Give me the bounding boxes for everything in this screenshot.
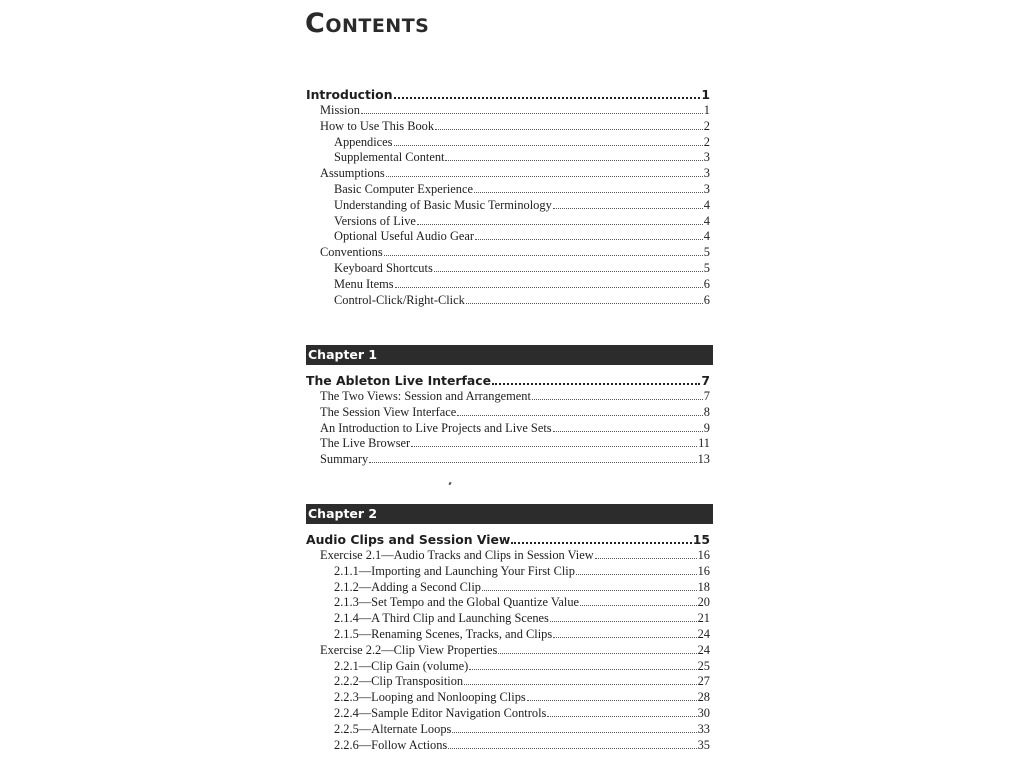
- dot-leader: [394, 88, 701, 99]
- toc-entry-page: 1: [703, 103, 710, 117]
- toc-entry-label: 2.2.6—Follow Actions: [334, 737, 448, 752]
- toc-entry-label: 2.2.4—Sample Editor Navigation Controls: [334, 705, 547, 720]
- toc-entry-page: 1: [701, 87, 710, 102]
- toc-entry: [306, 214, 710, 230]
- toc-entry-label: Keyboard Shortcuts: [334, 260, 433, 275]
- toc-entry-page: 6: [703, 276, 710, 291]
- toc-entry-page: 7: [701, 373, 710, 388]
- toc-entry: [306, 150, 710, 166]
- toc-entry-label: Audio Clips and Session View: [306, 532, 511, 547]
- toc-entry-page: 6: [703, 292, 710, 307]
- toc-entry-label: 2.2.1—Clip Gain (volume): [334, 658, 469, 673]
- dot-leader: [448, 739, 696, 749]
- dot-leader: [511, 533, 691, 544]
- dot-leader: [595, 549, 697, 559]
- toc-entry-label: The Session View Interface: [320, 404, 457, 419]
- toc-entry-page: 25: [697, 658, 710, 673]
- toc-entry-page: 21: [697, 611, 710, 626]
- toc-entry: [306, 405, 710, 421]
- toc-entry-label: The Ableton Live Interface: [306, 373, 491, 388]
- toc-heading: [306, 531, 710, 548]
- toc-entry-label: Control-Click/Right-Click: [334, 292, 465, 307]
- dot-leader: [395, 278, 703, 288]
- toc-entry-label: An Introduction to Live Projects and Live Sets: [320, 420, 552, 435]
- toc-entry: [306, 389, 710, 405]
- dot-leader: [435, 120, 703, 130]
- toc-entry-page: 4: [703, 197, 710, 212]
- toc-entry-label: Supplemental Content: [334, 150, 445, 165]
- toc-heading: [306, 86, 710, 103]
- toc-section-introduction: [306, 86, 710, 308]
- toc-entry: [306, 421, 710, 437]
- toc-entry: [306, 580, 710, 596]
- toc-entry-label: 2.2.2—Clip Transposition: [334, 674, 464, 689]
- dot-leader: [498, 644, 696, 654]
- toc-entry: [306, 690, 710, 706]
- toc-entry-page: 24: [697, 642, 710, 657]
- toc-entry-page: 18: [697, 579, 710, 594]
- toc-entry-page: 13: [697, 452, 710, 467]
- chapter-2-header: Chapter 2: [306, 504, 713, 524]
- toc-entry: [306, 627, 710, 643]
- toc-entry: [306, 706, 710, 722]
- dot-leader: [553, 628, 696, 638]
- toc-entry: [306, 564, 710, 580]
- toc-entry-page: 20: [697, 595, 710, 610]
- dot-leader: [361, 104, 703, 114]
- toc-entry-label: Assumptions: [320, 166, 385, 181]
- toc-entry-label: How to Use This Book: [320, 118, 435, 133]
- toc-entry-label: Mission: [320, 103, 360, 117]
- dot-leader: [434, 262, 703, 272]
- toc-entry-page: 8: [703, 404, 710, 419]
- dot-leader: [492, 374, 700, 385]
- toc-entry: [306, 595, 710, 611]
- toc-entry-page: 7: [703, 389, 710, 403]
- toc-entry-page: 27: [697, 674, 710, 689]
- dot-leader: [547, 707, 696, 717]
- toc-entry: [306, 548, 710, 564]
- toc-entry-page: 15: [692, 532, 710, 547]
- toc-entry-label: Introduction: [306, 87, 393, 102]
- toc-heading: [306, 372, 710, 389]
- toc-entry: [306, 452, 710, 468]
- dot-leader: [553, 199, 703, 209]
- dot-leader: [411, 437, 697, 447]
- toc-entry: [306, 293, 710, 309]
- chapter-1-header: Chapter 1: [306, 345, 713, 365]
- dot-leader: [369, 453, 696, 463]
- toc-entry: [306, 261, 710, 277]
- toc-entry-page: 4: [703, 213, 710, 228]
- toc-entry-label: Conventions: [320, 245, 383, 260]
- toc-entry-label: 2.2.3—Looping and Nonlooping Clips: [334, 690, 526, 705]
- toc-entry-label: Understanding of Basic Music Terminology: [334, 197, 552, 212]
- dot-leader: [386, 167, 703, 177]
- dot-leader: [384, 246, 703, 256]
- toc-entry: [306, 611, 710, 627]
- toc-entry-label: Appendices: [334, 134, 393, 149]
- toc-entry-label: Exercise 2.1—Audio Tracks and Clips in Session View: [320, 548, 594, 562]
- toc-entry: [306, 277, 710, 293]
- dot-leader: [469, 660, 696, 670]
- toc-entry-label: Versions of Live: [334, 213, 416, 228]
- toc-entry: [306, 103, 710, 119]
- toc-entry-label: The Live Browser: [320, 436, 411, 451]
- toc-entry: [306, 182, 710, 198]
- dot-leader: [576, 565, 697, 575]
- toc-entry-page: 16: [697, 563, 710, 578]
- dot-leader: [445, 151, 702, 161]
- toc-entry-page: 11: [698, 436, 710, 451]
- toc-entry-label: The Two Views: Session and Arrangement: [320, 389, 531, 403]
- dot-leader: [527, 691, 697, 701]
- toc-entry-page: 30: [697, 705, 710, 720]
- toc-entry-page: 3: [703, 150, 710, 165]
- toc-entry: [306, 659, 710, 675]
- toc-section-chapter-2: [306, 531, 710, 753]
- dot-leader: [464, 675, 697, 685]
- toc-entry-label: Exercise 2.2—Clip View Properties: [320, 642, 498, 657]
- toc-entry: [306, 722, 710, 738]
- toc-entry-label: 2.1.2—Adding a Second Clip: [334, 579, 481, 594]
- dot-leader: [452, 723, 696, 733]
- toc-entry: [306, 198, 710, 214]
- toc-entry-page: 28: [697, 690, 710, 705]
- toc-entry-label: 2.1.1—Importing and Launching Your First Clip: [334, 563, 575, 578]
- toc-entry: [306, 674, 710, 690]
- toc-entry-page: 2: [703, 118, 710, 133]
- toc-entry: [306, 119, 710, 135]
- toc-entry-page: 4: [703, 229, 710, 244]
- toc-entry-page: 5: [703, 260, 710, 275]
- dot-leader: [553, 422, 703, 432]
- toc-entry-page: 24: [697, 626, 710, 641]
- dot-leader: [417, 215, 703, 225]
- dot-leader: [550, 612, 697, 622]
- dot-leader: [474, 183, 703, 193]
- toc-entry: [306, 166, 710, 182]
- toc-entry-label: Summary: [320, 452, 369, 467]
- toc-entry-page: 3: [703, 166, 710, 181]
- toc-entry-page: 35: [697, 737, 710, 752]
- dot-leader: [475, 230, 703, 240]
- toc-entry: [306, 135, 710, 151]
- toc-entry: [306, 643, 710, 659]
- toc-entry-label: 2.1.3—Set Tempo and the Global Quantize Value: [334, 595, 580, 610]
- dot-leader: [482, 581, 697, 591]
- toc-entry-page: 5: [703, 245, 710, 260]
- toc-entry-page: 9: [703, 420, 710, 435]
- toc-entry: [306, 738, 710, 754]
- toc-entry: [306, 436, 710, 452]
- stray-mark: [448, 482, 451, 486]
- toc-entry-page: 3: [703, 181, 710, 196]
- page-title: Contents: [305, 8, 430, 39]
- dot-leader: [532, 390, 703, 400]
- dot-leader: [457, 406, 702, 416]
- toc-entry-page: 2: [703, 134, 710, 149]
- toc-section-chapter-1: [306, 372, 710, 468]
- toc-entry-label: 2.1.5—Renaming Scenes, Tracks, and Clips: [334, 626, 553, 641]
- toc-entry: [306, 229, 710, 245]
- toc-entry-label: Optional Useful Audio Gear: [334, 229, 475, 244]
- dot-leader: [394, 136, 703, 146]
- toc-entry-page: 16: [697, 548, 710, 562]
- dot-leader: [580, 596, 697, 606]
- toc-entry-label: 2.2.5—Alternate Loops: [334, 721, 452, 736]
- toc-entry-label: 2.1.4—A Third Clip and Launching Scenes: [334, 611, 549, 626]
- toc-entry-page: 33: [697, 721, 710, 736]
- dot-leader: [466, 294, 703, 304]
- toc-entry-label: Basic Computer Experience: [334, 181, 474, 196]
- toc-entry: [306, 245, 710, 261]
- toc-entry-label: Menu Items: [334, 276, 394, 291]
